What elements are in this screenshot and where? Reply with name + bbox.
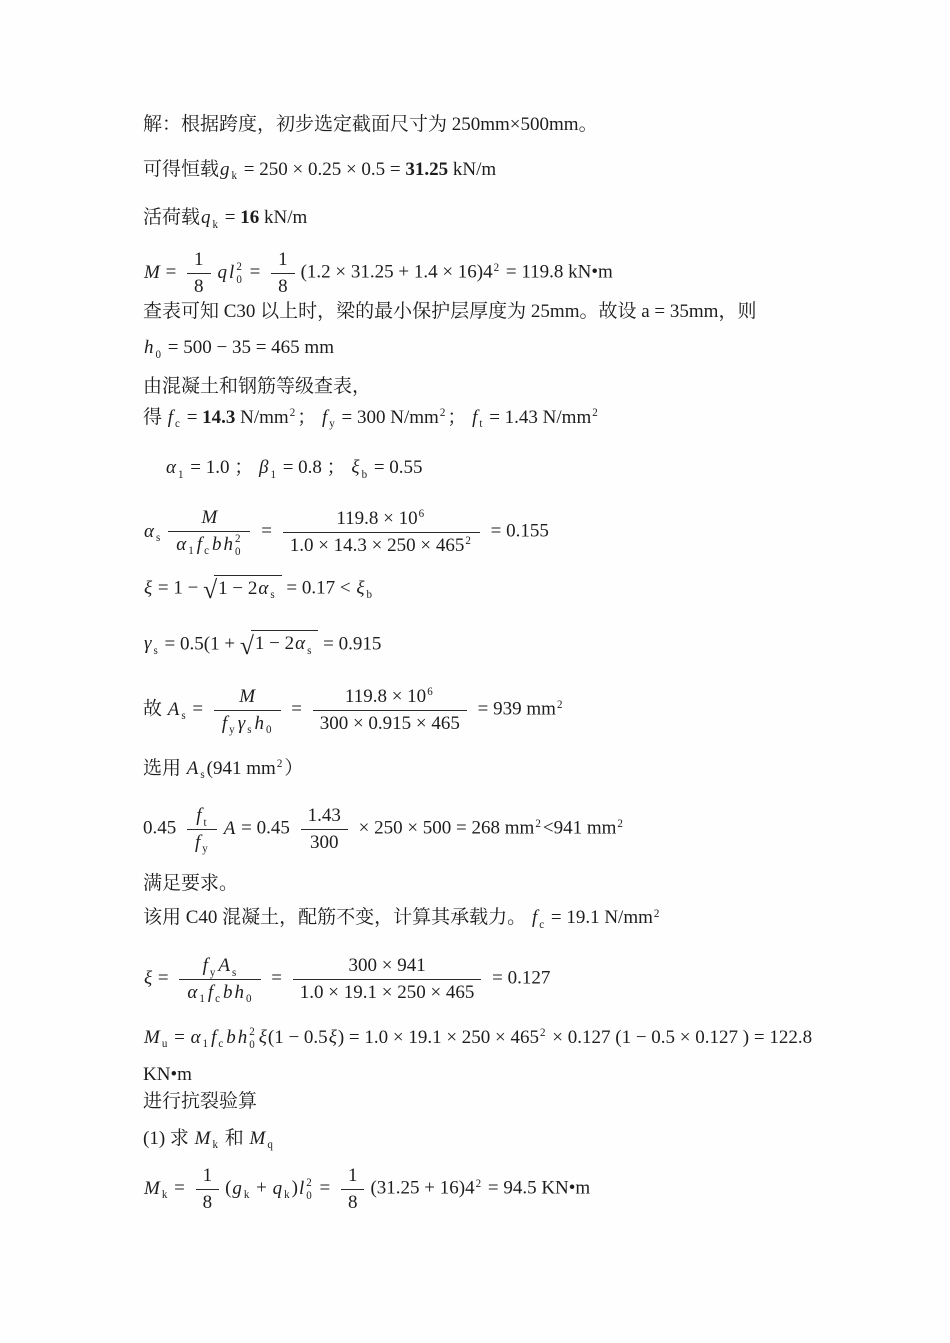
line-cover-note: 查表可知 C30 以上时，梁的最小保护层厚度为 25mm。故设 a = 35mm，则: [143, 300, 757, 322]
formula-h0: h $_0$ = 500 − 35 = 465 mm: [144, 337, 334, 361]
formula-xi-c40: ξ = $\frac{f _y A _s}{\alpha _1 f _c b h _0}$ = $\frac{300 \times 941}{1.0 \times 19.1 \times 250 \times 465}$ = 0.127: [144, 955, 551, 1006]
formula-min-reinforcement: 0.45 $\frac{f _t}{f _y}$ A = 0.45 $\frac{1.43}{300}$ × 250 × 500 = 268 $mm^2 <941$ $mm^2$: [143, 805, 623, 856]
line-lookup-note: 由混凝土和钢筋等级查表，: [143, 375, 372, 397]
line-as-selected: 选用 A $_s$ (941 $mm^2$ ）: [143, 757, 304, 781]
line-step1: (1) 求 M $_k$ 和 M $_q$: [143, 1127, 273, 1151]
formula-gamma-s: γ $_s$ = 0.5(1 + √1 − 2α $_s$ = 0.915: [144, 630, 382, 660]
line-satisfy: 满足要求。: [143, 872, 239, 894]
formula-coefficients: α $_1$ = 1.0 ； β $_1$ = 0.8 ； ξ $_b$ = 0.55: [166, 457, 423, 481]
formula-moment-design: M = $\frac{1}{8}$ q l 2 0 = $\frac{1}{8}$ $(1.2 \times 31.25 + 1.4 \times 16)4^2 = 119.8$ kN•m: [143, 247, 900, 300]
line-crack-check-title: 进行抗裂验算: [143, 1090, 258, 1112]
line-c40-note: 该用 C40 混凝土，配筋不变，计算其承载力。 f $_c$ = 19.1 $N/mm^2$: [143, 907, 660, 931]
formula-alpha-s: α $_s$ M α $_1$ f $_c$ b h 2 0 = $\frac{119.8 \times 10^6}{1.0 \times 14.3 \times 250 \times 465^2}$ = 0.155: [144, 507, 549, 558]
formula-mk: M $_k$ = $\frac{1}{8}$ (g $_k$ + q $_k$ )l 2 0 = $\frac{1}{8}$ $(31.25 + 16)4^2 = 94.5$ KN•m: [143, 1163, 900, 1216]
line-intro: 解：根据跨度，初步选定截面尺寸为 250mm×500mm。: [143, 114, 598, 135]
formula-as-required: 故 A $_s$ = $\frac{M}{f _y \gamma _s h _0}$ = $\frac{119.8 \times 10^6}{300 \times 0.915 \times 465}$ = 939 $mm^2$: [143, 686, 563, 737]
formula-material-strengths: 得 f $_c$ = 14.3 $N/mm^2$ ； f $_y$ = 300 $N/mm^2$ ； f $_t$ = 1.43 $N/mm^2$: [143, 406, 598, 431]
line-mu-unit: KN•m: [143, 1064, 192, 1086]
formula-dead-load: 可得恒载g $_k$ = 250 × 0.25 × 0.5 = 31.25 kN/m: [143, 158, 497, 183]
formula-xi: ξ = 1 − √1 − 2α $_s$ = 0.17 < ξ $_b$: [144, 575, 372, 605]
formula-live-load: 活荷载q $_k$ = 16 kN/m: [143, 207, 308, 231]
formula-mu: M $_u$ = α $_1$ f $_c$ b h 2 0 $\xi(1 - 0.5\xi) = 1.0 \times 19.1 \times 250 \times 465^2 \times 0.127$ (1 − 0.5 × 0.127 ) = 122.8: [144, 1025, 813, 1051]
